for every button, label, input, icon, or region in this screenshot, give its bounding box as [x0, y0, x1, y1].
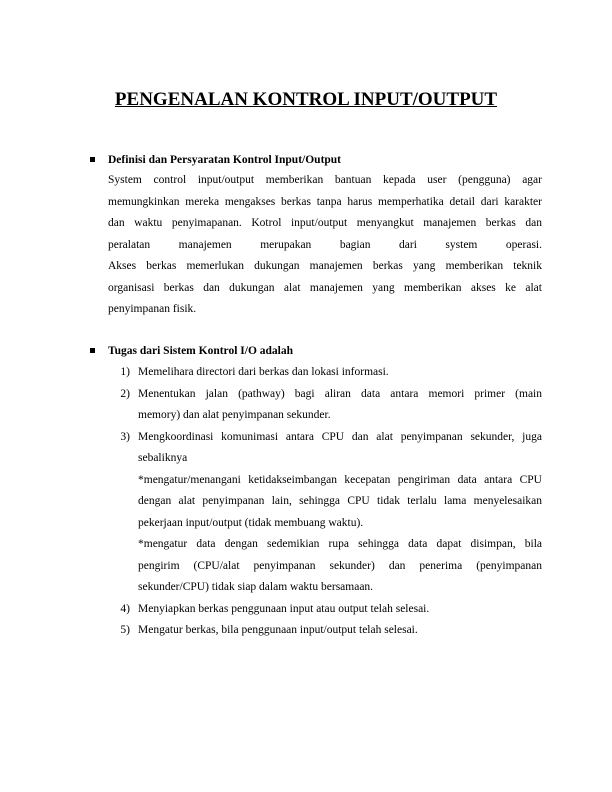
list-line: memory) dan alat penyimpanan sekunder.: [138, 409, 331, 421]
paragraph-line: penyimpanan fisik.: [108, 303, 197, 315]
section-heading-text: Tugas dari Sistem Kontrol I/O adalah: [108, 345, 293, 357]
paragraph-line: memungkinkan mereka mengakses berkas tanpa harus memperhatika detail dari karakter: [108, 195, 542, 208]
list-item: [90, 620, 542, 642]
list-line: Memelihara directori dari berkas dan lokasi informasi.: [138, 366, 389, 378]
list-number: 5): [120, 624, 130, 636]
section-heading-text: Definisi dan Persyaratan Kontrol Input/Output: [108, 154, 342, 166]
list-line: Menyiapkan berkas penggunaan input atau output telah selesai.: [138, 602, 430, 615]
section-definisi: [90, 150, 542, 321]
list-number: 3): [120, 430, 130, 443]
list-line: *mengatur/menangani ketidakseimbangan kecepatan pengiriman data antara CPU: [138, 473, 542, 486]
square-bullet-icon: [90, 348, 95, 353]
square-bullet-icon: [90, 157, 95, 162]
paragraph-line: System control input/output memberikan bantuan kepada user (pengguna) agar: [108, 174, 542, 186]
list-line: pekerjaan input/output (tidak membuang waktu).: [138, 516, 364, 529]
list-line: dengan alat penyimpanan lain, sehingga CPU tidak terlalu lama menyelesaikan: [138, 495, 542, 507]
section-tugas: [90, 341, 542, 642]
paragraph-line: dan waktu penyimapanan. Kotrol input/output menyangkut manajemen berkas dan: [108, 217, 542, 229]
list-item: [90, 599, 542, 621]
list-line: pengirim (CPU/alat penyimpanan sekunder) dan penerima (penyimpanan: [138, 559, 542, 572]
paragraph-line: peralatan manajemen merupakan bagian dari system operasi.: [108, 238, 542, 251]
paragraph: [108, 170, 542, 321]
paragraph-line: Akses berkas memerlukan dukungan manajemen berkas yang memberikan teknik: [108, 260, 542, 272]
section-heading: [90, 341, 542, 361]
list-item: [90, 362, 542, 384]
list-line: Mengkoordinasi komunimasi antara CPU dan alat penyimpanan sekunder, juga: [138, 430, 542, 443]
paragraph-line: organisasi berkas dan dukungan alat manajemen yang memberikan akses ke alat: [108, 281, 542, 294]
list-line: *mengatur data dengan sedemikian rupa sehingga data dapat disimpan, bila: [138, 538, 542, 550]
numbered-list: [90, 362, 542, 642]
list-item: [90, 427, 542, 599]
list-line: sekunder/CPU) tidak siap dalam waktu bersamaan.: [138, 581, 374, 593]
list-number: 1): [120, 366, 130, 378]
page-title: PENGENALAN KONTROL INPUT/OUTPUT: [114, 89, 498, 110]
list-line: Mengatur berkas, bila penggunaan input/output telah selesai.: [138, 624, 418, 636]
section-heading: [90, 150, 542, 170]
list-item: [90, 384, 542, 427]
list-number: 4): [120, 602, 130, 615]
list-number: 2): [120, 387, 130, 400]
list-line: Menentukan jalan (pathway) bagi aliran data antara memori primer (main: [138, 387, 542, 400]
list-line: sebaliknya: [138, 452, 188, 464]
